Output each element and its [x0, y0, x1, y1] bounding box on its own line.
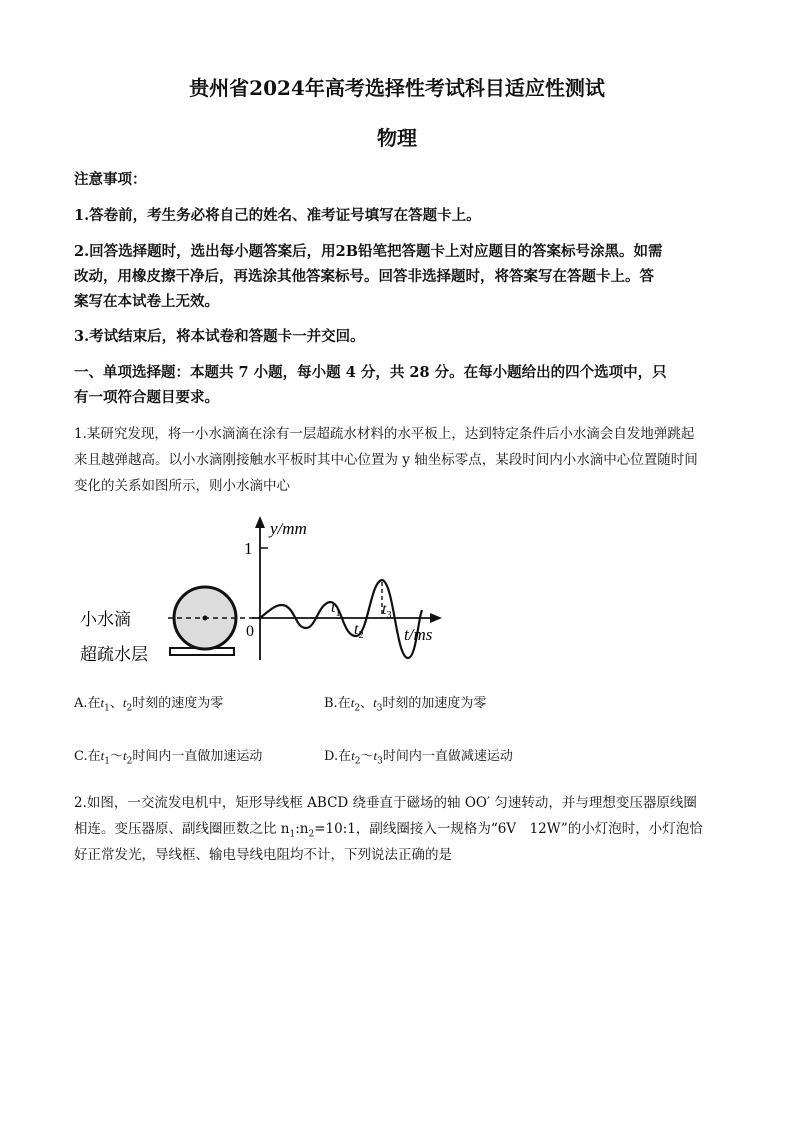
x-axis-label: t/ms — [404, 625, 433, 644]
q1-option-c[interactable]: C.在$t_1\sim t_2$时间内一直做加速运动 — [74, 748, 263, 767]
exam-title: 贵州省2024年高考选择性考试科目适应性测试 — [189, 76, 605, 100]
displacement-curve — [260, 580, 422, 658]
origin-label: 0 — [246, 623, 254, 640]
notice-item-2-line-1: 2.回答选择题时，选出每小题答案后，用2B铅笔把答题卡上对应题目的答案标号涂黑。如需 — [74, 243, 663, 260]
q2-stem-line-1: 2.如图，一交流发电机中，矩形导线框 ABCD 绕垂直于磁场的轴 OO′ 匀速转动，并与理想变压器原线圈 — [74, 795, 697, 811]
x-axis-arrow — [430, 613, 442, 623]
notice-item-1: 1.答卷前，考生务必将自己的姓名、准考证号填写在答题卡上。 — [74, 207, 481, 224]
y-axis-label: y/mm — [270, 519, 307, 538]
t3-label: $t_3$ — [382, 601, 392, 621]
notice-item-2-line-2: 改动，用橡皮擦干净后，再选涂其他答案标号。回答非选择题时，将答案写在答题卡上。答 — [74, 268, 654, 285]
y-tick-label: 1 — [244, 539, 253, 558]
notice-heading: 注意事项： — [74, 171, 147, 188]
section-1-heading-line-1: 一、单项选择题：本题共 7 小题，每小题 4 分，共 28 分。在每小题给出的四个选项中，只 — [74, 364, 667, 381]
q1-figure — [70, 510, 460, 670]
notice-item-3: 3.考试结束后，将本试卷和答题卡一并交回。 — [74, 328, 365, 345]
section-1-heading-line-2: 有一项符合题目要求。 — [74, 389, 219, 406]
q1-option-b[interactable]: B.在$t_2$、$t_3$时刻的加速度为零 — [324, 695, 487, 714]
t2-label: $t_2$ — [354, 621, 364, 641]
y-axis-arrow — [255, 516, 265, 528]
layer-label: 超疏水层 — [80, 645, 148, 664]
notice-item-2-line-3: 案写在本试卷上无效。 — [74, 293, 219, 310]
droplet-label: 小水滴 — [80, 610, 131, 629]
q1-option-d[interactable]: D.在$t_2\sim t_3$时间内一直做减速运动 — [324, 748, 513, 767]
t1-label: $t_1$ — [331, 599, 341, 619]
q1-stem-line-1: 1.某研究发现，将一小水滴滴在涂有一层超疏水材料的水平板上，达到特定条件后小水滴会自发地弹跳起 — [74, 426, 695, 442]
q2-stem-line-2: 相连。变压器原、副线圈匝数之比 $n_1:n_2=10:1$，副线圈接入一规格为“6V 12W”的小灯泡时，小灯泡恰 — [74, 821, 703, 840]
q2-stem-line-3: 好正常发光，导线框、输电导线电阻均不计，下列说法正确的是 — [74, 847, 452, 863]
q1-option-a[interactable]: A.在$t_1$、$t_2$时刻的速度为零 — [74, 695, 224, 714]
q1-stem-line-2: 来且越弹越高。以小水滴刚接触水平板时其中心位置为 y 轴坐标零点，某段时间内小水滴中心位置随时间 — [74, 452, 698, 468]
subject-title: 物理 — [377, 126, 417, 150]
q1-stem-line-3: 变化的关系如图所示，则小水滴中心 — [74, 478, 290, 494]
